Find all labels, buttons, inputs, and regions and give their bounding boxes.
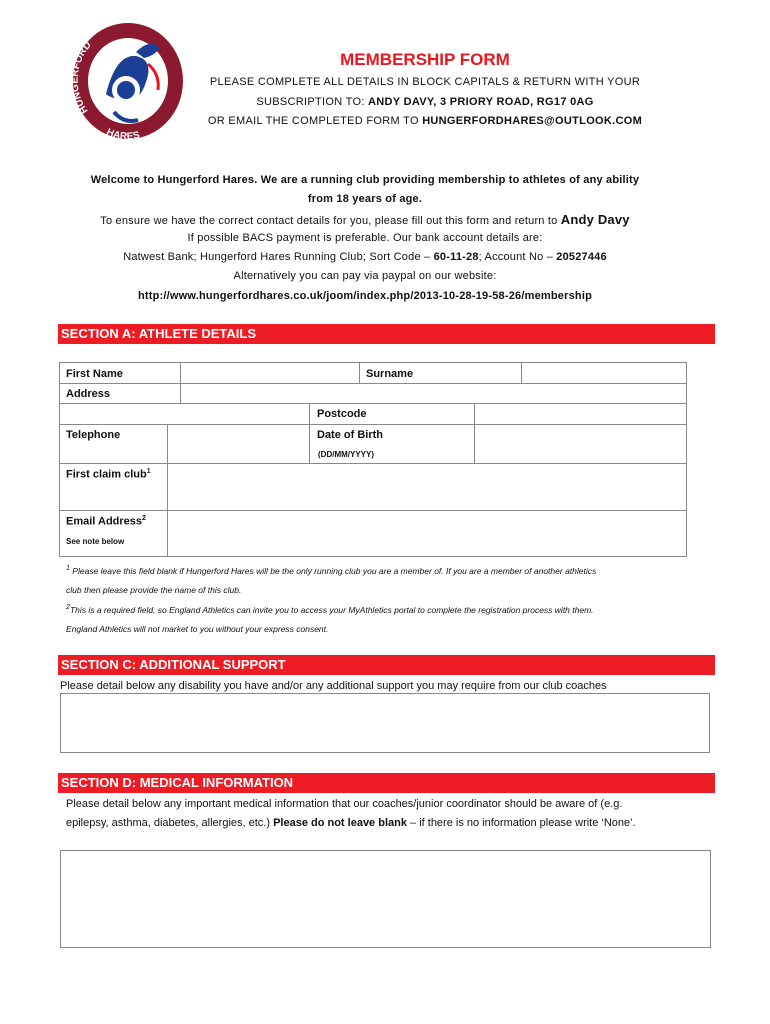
hungerford-hares-logo <box>66 16 186 151</box>
dob-label: Date of Birth <box>317 429 383 441</box>
welcome-line-1: Welcome to Hungerford Hares. We are a running club providing membership to athletes of any ability <box>90 174 640 186</box>
section-c-header: SECTION C: ADDITIONAL SUPPORT <box>58 655 715 675</box>
footnote-2-line-1: $^2$This is a required field, so England Athletics can invite you to access your MyAthletics portal to complete the registration process with them. <box>66 604 594 615</box>
email-label: Email Address$^2$ <box>66 515 146 528</box>
first-name-input[interactable] <box>180 362 360 384</box>
telephone-label: Telephone <box>66 429 121 441</box>
section-c-instruction: Please detail below any disability you have and/or any additional support you may require from our club coaches <box>60 680 607 692</box>
logo-top-text: HUNGERFORD <box>69 39 94 116</box>
header-line-2: SUBSCRIPTION TO: ANDY DAVY, 3 PRIORY ROAD, RG17 0AG <box>256 96 594 108</box>
first-name-label: First Name <box>66 368 123 380</box>
paypal-line: Alternatively you can pay via paypal on our website: <box>233 270 497 282</box>
header-line-1: PLEASE COMPLETE ALL DETAILS IN BLOCK CAPITALS & RETURN WITH YOUR <box>209 76 641 88</box>
surname-label: Surname <box>366 368 414 380</box>
bank-details-line: Natwest Bank; Hungerford Hares Running Club; Sort Code – 60-11-28; Account No – 20527446 <box>123 251 607 263</box>
contact-line: To ensure we have the correct contact details for you, please fill out this form and return to Andy Davy <box>100 212 630 227</box>
footnote-1-line-2: club then please provide the name of this club. <box>66 585 242 595</box>
additional-support-input[interactable] <box>60 693 710 753</box>
first-claim-label: First claim club$^1$ <box>66 468 151 481</box>
header-line-3: OR EMAIL THE COMPLETED FORM TO HUNGERFORDHARES@OUTLOOK.COM <box>207 115 643 127</box>
email-input[interactable] <box>167 510 687 557</box>
section-d-header: SECTION D: MEDICAL INFORMATION <box>58 773 715 793</box>
logo-bottom-text: HARES <box>104 126 141 143</box>
postcode-input[interactable] <box>474 403 687 425</box>
section-a-header: SECTION A: ATHLETE DETAILS <box>58 324 715 344</box>
first-claim-input[interactable] <box>167 463 687 511</box>
postcode-label: Postcode <box>317 408 367 420</box>
form-title: MEMBERSHIP FORM <box>340 50 510 69</box>
address-input[interactable] <box>180 383 687 404</box>
section-d-line-1: Please detail below any important medical information that our coaches/junior coordinator should be aware of (e.g. <box>66 798 623 810</box>
membership-url[interactable]: http://www.hungerfordhares.co.uk/joom/index.php/2013-10-28-19-58-26/membership <box>137 290 593 302</box>
footnote-1-line-1: $^1$ Please leave this field blank if Hungerford Hares will be the only running club you are a member of. If you are a member of another athletics <box>66 565 597 576</box>
address-label: Address <box>66 388 111 400</box>
bacs-line: If possible BACS payment is preferable. Our bank account details are: <box>187 232 543 244</box>
dob-input[interactable] <box>474 424 687 464</box>
section-d-line-2: epilepsy, asthma, diabetes, allergies, etc.) Please do not leave blank – if there is no information please write ‘None’. <box>66 817 636 829</box>
surname-input[interactable] <box>521 362 687 384</box>
telephone-input[interactable] <box>167 424 310 464</box>
footnote-2-line-2: England Athletics will not market to you without your express consent. <box>66 624 329 634</box>
medical-information-input[interactable] <box>60 850 711 948</box>
welcome-line-2: from 18 years of age. <box>307 193 423 205</box>
address-input-line-2[interactable] <box>59 403 310 425</box>
see-note-below: See note below <box>66 537 125 546</box>
dob-format-hint: (DD/MM/YYYY) <box>318 450 374 459</box>
